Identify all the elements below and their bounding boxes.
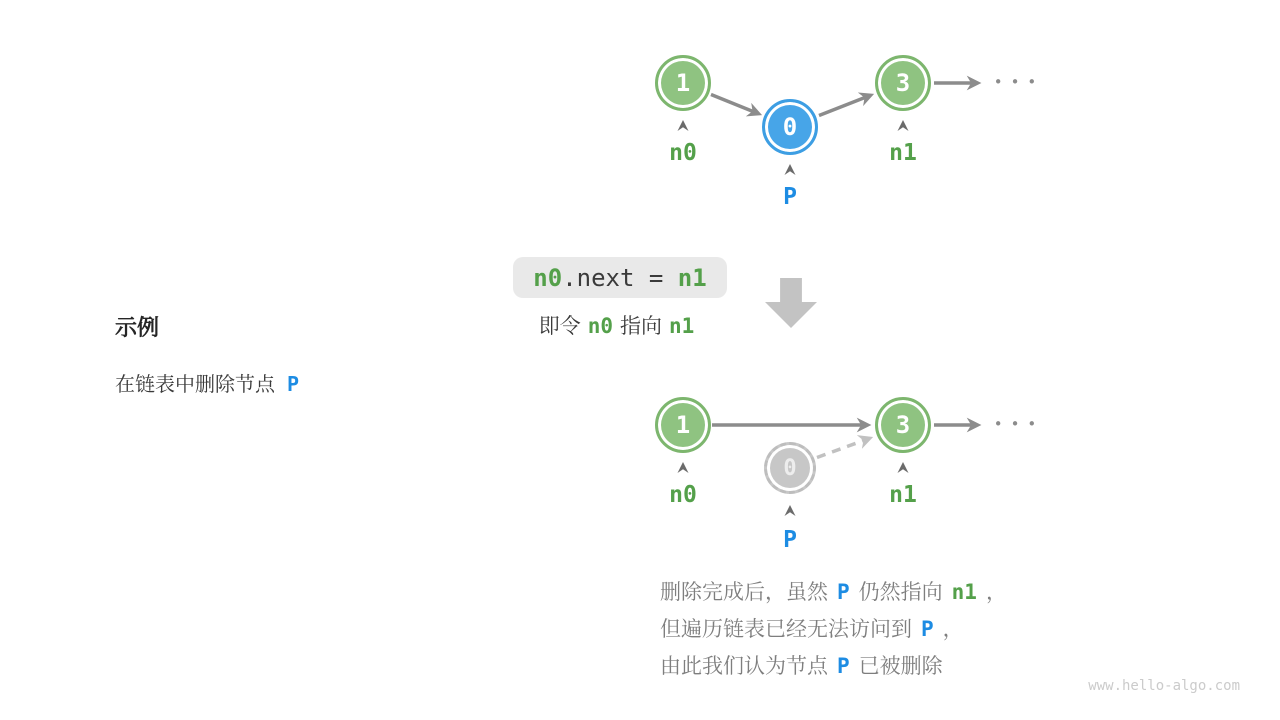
caret-up-icon	[785, 164, 796, 175]
ellipsis-more-nodes: •••	[993, 415, 1045, 433]
arrow-p-to-n1	[819, 96, 870, 116]
caption-var-n1: n1	[669, 314, 695, 338]
note-text: 由此我们认为节点	[660, 655, 828, 678]
list-node-1-after	[655, 397, 711, 453]
pointer-label-n0-after: n0	[669, 482, 697, 508]
caret-up-icon	[678, 462, 689, 473]
result-note	[660, 574, 1007, 685]
list-node-0-deleted	[764, 442, 816, 494]
note-text: ，	[985, 581, 1007, 604]
caption-text: 即令	[538, 315, 581, 338]
example-description-text: 在链表中删除节点	[115, 374, 275, 396]
list-node-0-p	[762, 99, 818, 155]
caret-up-icon	[785, 505, 796, 516]
caption-text: 指向	[620, 315, 662, 338]
note-text: 删除完成后，虽然	[660, 581, 828, 604]
note-var-p: P	[837, 580, 850, 604]
note-var-p: P	[921, 617, 934, 641]
note-var-p: P	[837, 654, 850, 678]
node-value: 1	[675, 411, 691, 439]
caption-var-n0: n0	[587, 314, 613, 338]
pointer-label-p: P	[783, 184, 797, 210]
pointer-label-p-after: P	[783, 527, 797, 553]
note-text: 仍然指向	[858, 581, 943, 604]
list-node-3-after	[875, 397, 931, 453]
example-node-ref-p: P	[287, 372, 300, 396]
site-watermark: www.hello-algo.com	[1088, 678, 1240, 694]
example-description	[115, 368, 299, 397]
note-var-n1: n1	[951, 580, 977, 604]
note-text: 已被删除	[858, 655, 943, 678]
node-value: 1	[675, 69, 691, 97]
node-value: 0	[782, 113, 798, 141]
ellipsis-more-nodes: •••	[993, 73, 1045, 91]
code-snippet	[513, 257, 727, 298]
arrow-n0-to-p	[711, 95, 758, 114]
node-value: 3	[895, 69, 911, 97]
result-note-line3	[660, 648, 1007, 685]
example-heading: 示例	[115, 315, 160, 340]
code-operator: .next =	[562, 263, 678, 292]
caret-up-icon	[678, 120, 689, 131]
node-value: 3	[895, 411, 911, 439]
pointer-label-n1: n1	[889, 140, 917, 166]
arrow-deleted-p-to-n1-dashed	[817, 439, 869, 458]
caret-up-icon	[898, 462, 909, 473]
result-note-line1	[660, 574, 1007, 611]
code-var-n0: n0	[533, 263, 563, 292]
result-note-line2	[660, 611, 1007, 648]
list-node-1	[655, 55, 711, 111]
node-value: 0	[783, 455, 797, 481]
code-caption	[498, 310, 742, 340]
note-text: 但遍历链表已经无法访问到	[660, 618, 912, 641]
pointer-label-n0: n0	[669, 140, 697, 166]
pointer-label-n1-after: n1	[889, 482, 917, 508]
caret-up-icon	[898, 120, 909, 131]
down-block-arrow-icon	[765, 278, 817, 328]
list-node-3	[875, 55, 931, 111]
code-var-n1: n1	[677, 263, 707, 292]
note-text: ，	[942, 618, 964, 641]
